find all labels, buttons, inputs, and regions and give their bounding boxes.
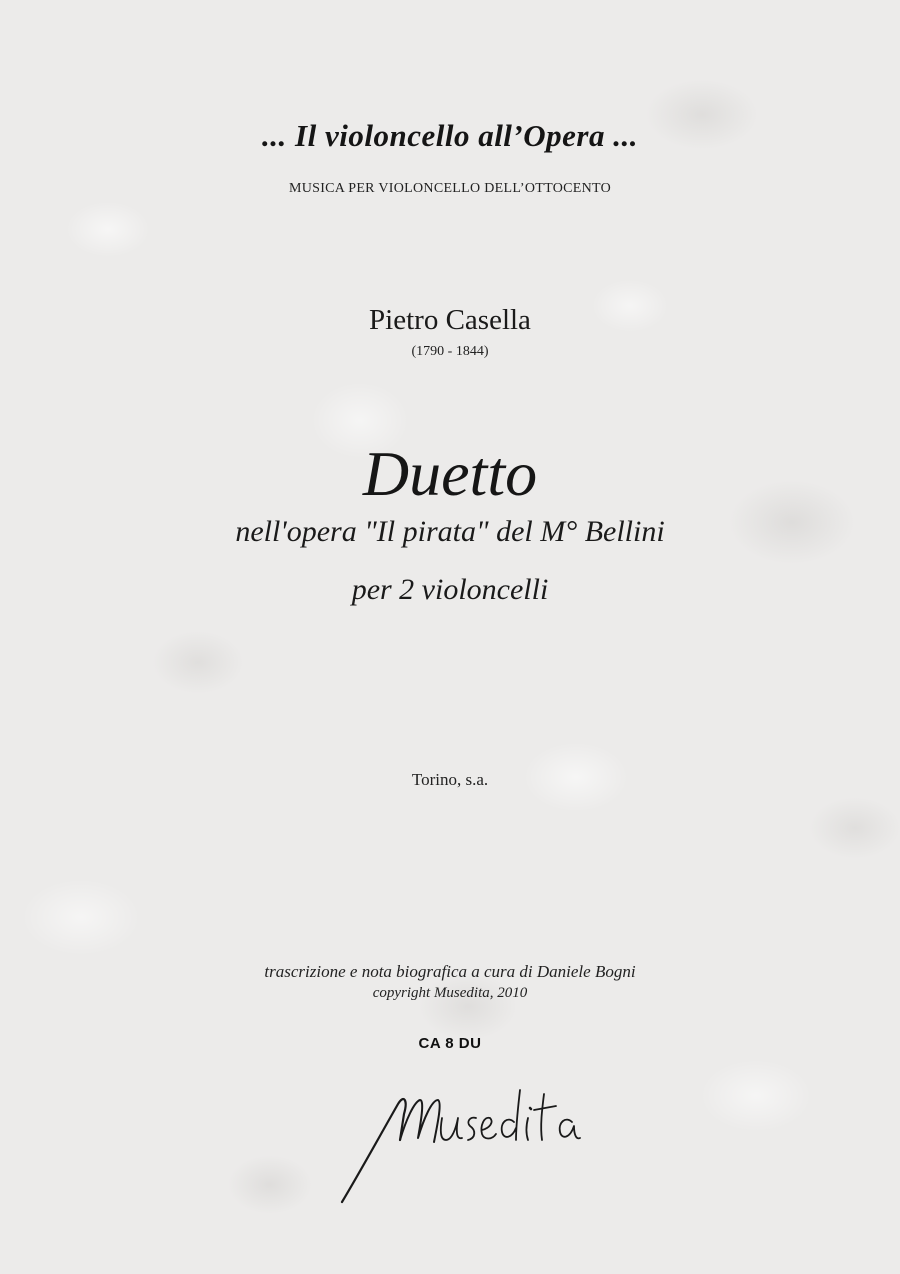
instrumentation: per 2 violoncelli xyxy=(351,573,549,606)
publisher-logo xyxy=(330,1060,590,1210)
series-title: ... Il violoncello all’Opera ... xyxy=(262,118,638,153)
series-subtitle: MUSICA PER VIOLONCELLO DELL’OTTOCENTO xyxy=(288,181,612,196)
composer-dates: (1790 - 1844) xyxy=(411,344,489,359)
place-date: Torino, s.a. xyxy=(411,770,489,789)
work-subtitle: nell'opera "Il pirata" del M° Bellini xyxy=(235,515,665,548)
transcription-credits: trascrizione e nota biografica a cura di Daniele Bogni xyxy=(264,962,636,981)
catalog-code: CA 8 DU xyxy=(418,1035,482,1052)
copyright-notice: copyright Musedita, 2010 xyxy=(372,985,528,1001)
composer-name: Pietro Casella xyxy=(369,304,531,336)
work-title: Duetto xyxy=(362,438,538,509)
